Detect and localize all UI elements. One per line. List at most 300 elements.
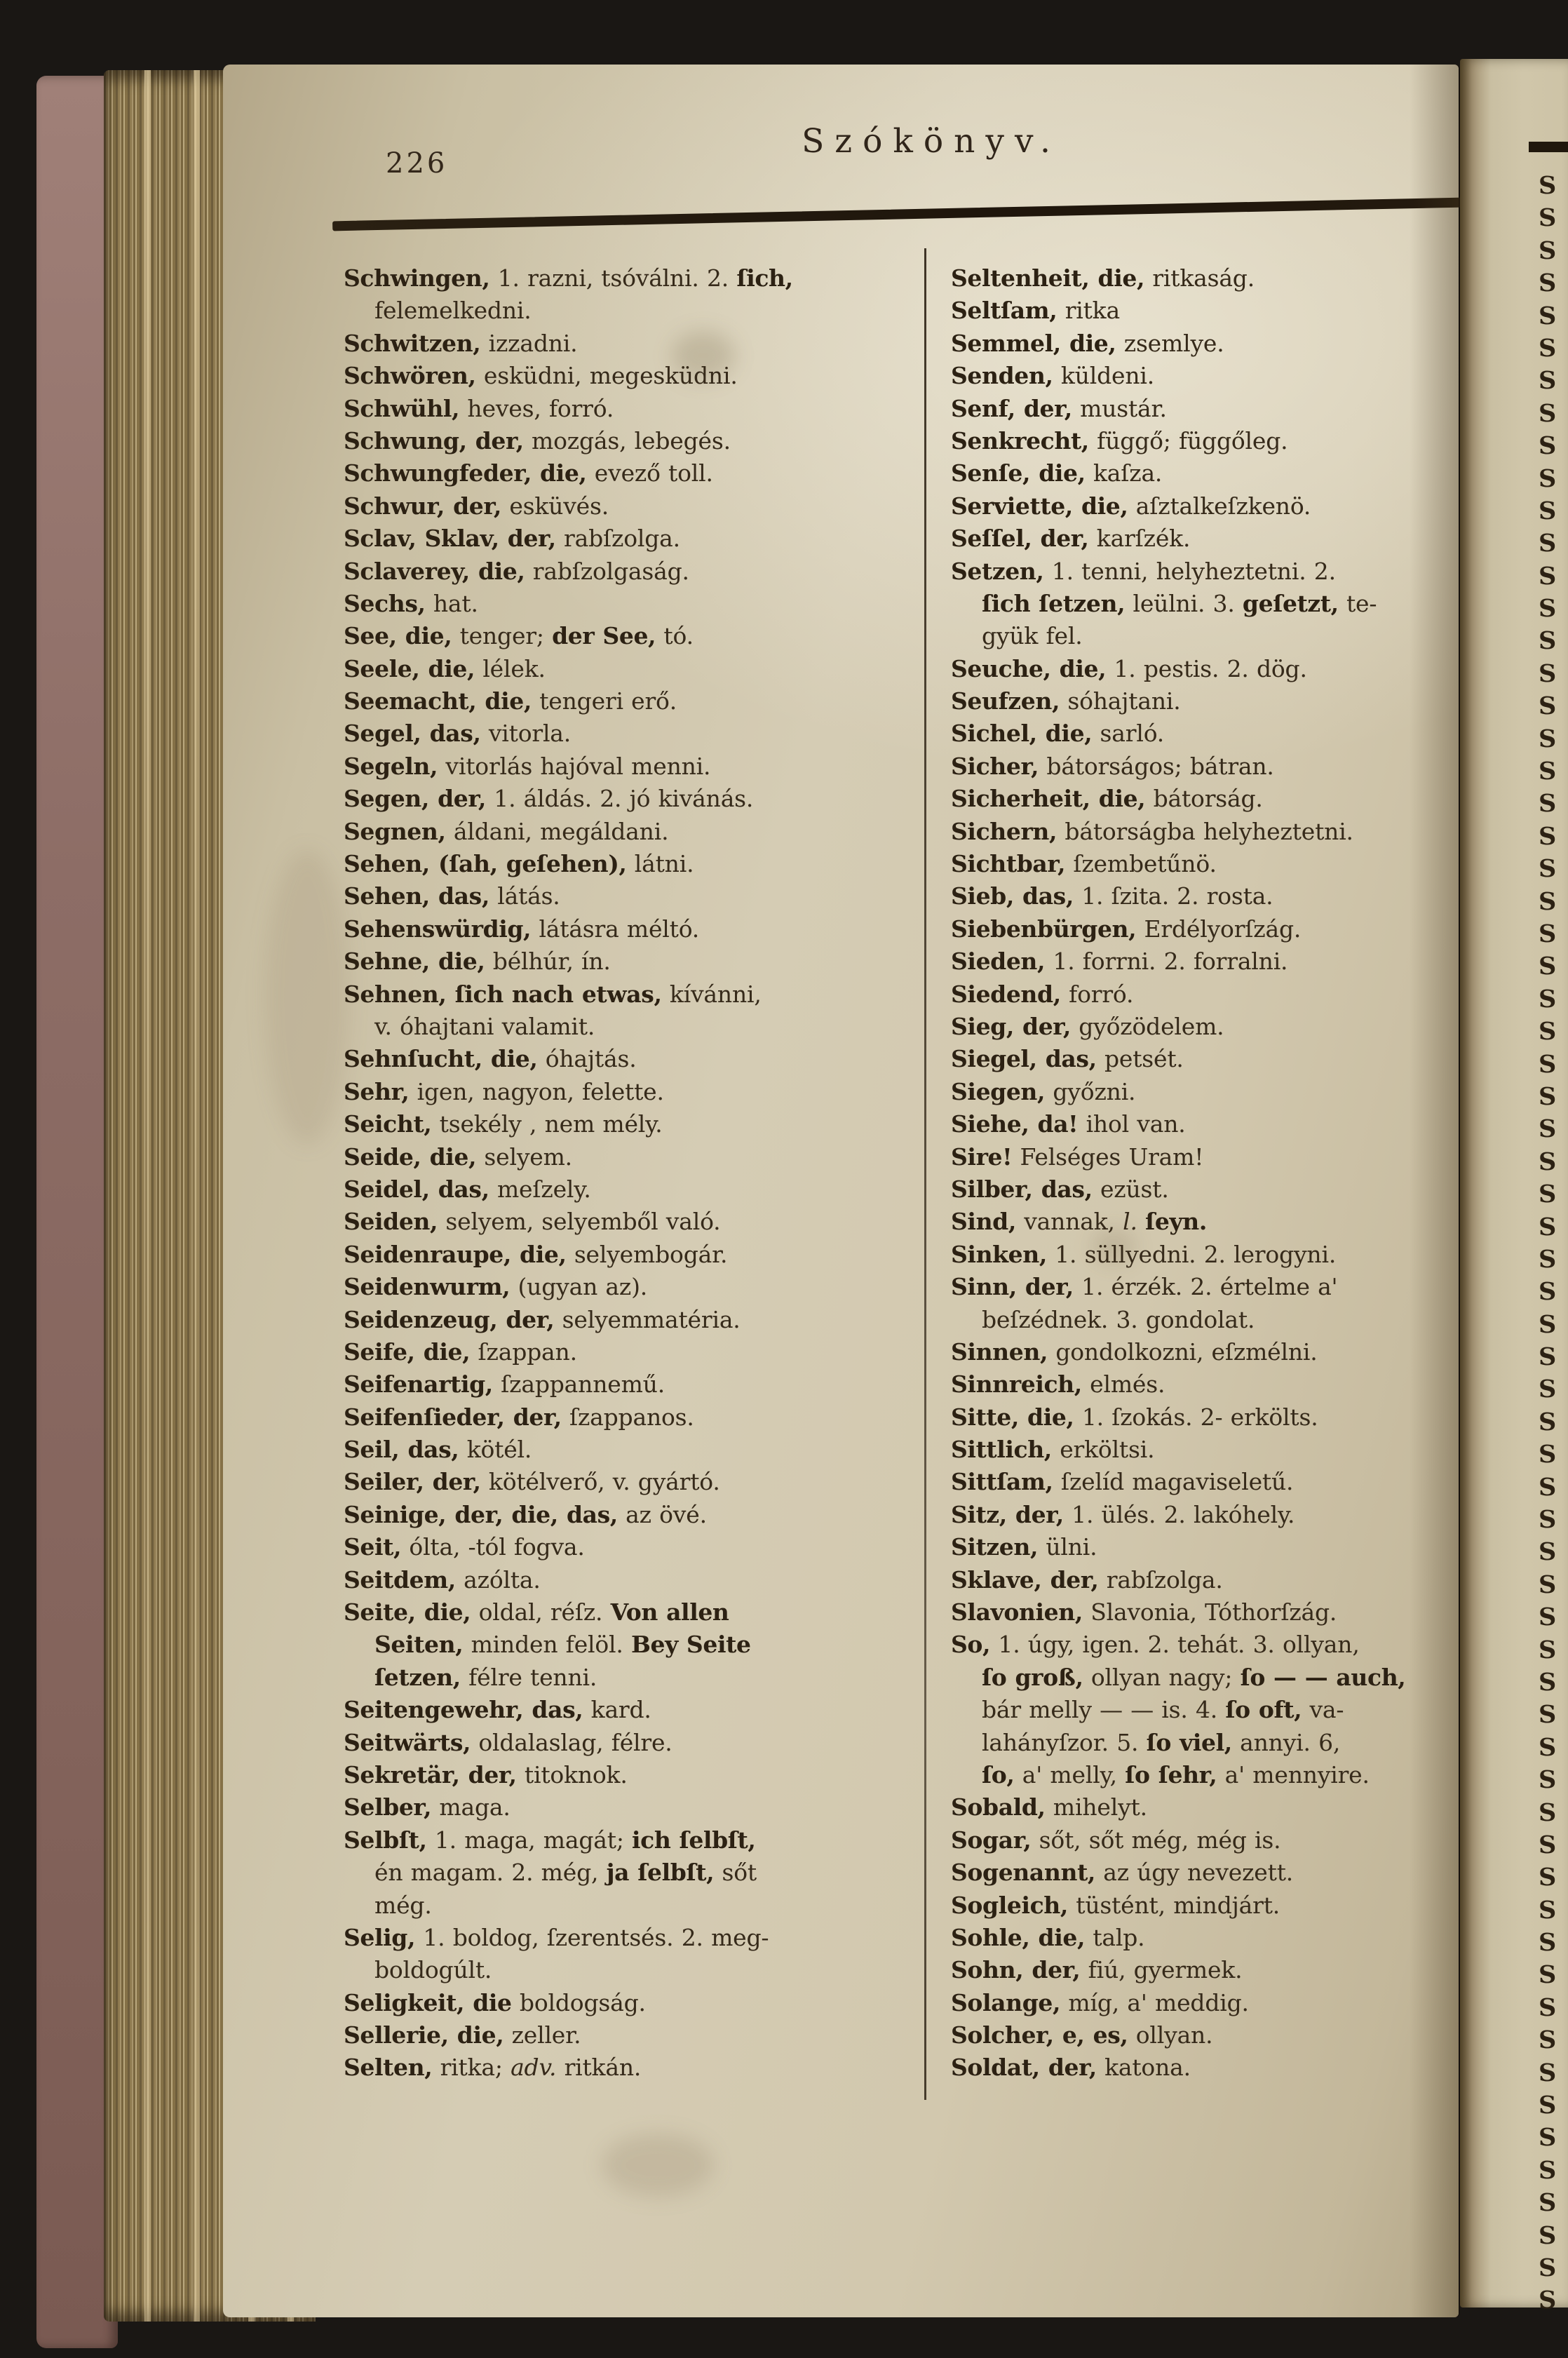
edge-letter: S — [1539, 1928, 1557, 1958]
german-headword: ſo ſehr, — [1125, 1760, 1217, 1788]
dictionary-line — [344, 685, 919, 717]
dictionary-line — [344, 262, 919, 295]
hungarian-text: sőt — [714, 1859, 757, 1887]
german-headword: ſetzen, — [374, 1663, 461, 1691]
german-headword: Sogleich, — [951, 1891, 1068, 1919]
german-headword: Schwur, der, — [344, 492, 502, 520]
hungarian-text: ülni. — [1038, 1533, 1097, 1561]
dictionary-line — [951, 2019, 1453, 2052]
german-headword: ſo oft, — [1225, 1696, 1302, 1724]
hungarian-text: 1. razni, tsóválni. 2. — [489, 264, 737, 292]
dictionary-line — [344, 1043, 919, 1075]
dictionary-line — [344, 1108, 919, 1140]
german-headword: Sitte, die, — [951, 1403, 1074, 1431]
dictionary-line — [344, 978, 919, 1011]
dictionary-line — [951, 1239, 1453, 1271]
german-headword: Seligkeit, die — [344, 1988, 512, 2016]
hungarian-text: annyi. 6, — [1231, 1728, 1341, 1756]
german-headword: Senſe, die, — [951, 459, 1086, 487]
dictionary-line — [951, 913, 1453, 945]
hungarian-text: igen, nagyon, felette. — [409, 1077, 664, 1105]
paper-stain — [602, 2134, 714, 2197]
dictionary-line — [951, 1499, 1453, 1531]
german-headword: ja ſelbſt, — [606, 1859, 715, 1887]
german-headword: Solange, — [951, 1988, 1061, 2016]
hungarian-text: kötél. — [459, 1436, 532, 1464]
hungarian-text: mihelyt. — [1045, 1793, 1147, 1821]
german-headword: Seite, die, — [344, 1598, 471, 1626]
hungarian-text: 1. ſzita. 2. rosta. — [1073, 882, 1273, 910]
dictionary-line — [344, 1824, 919, 1857]
german-headword: Selten, — [344, 2054, 433, 2082]
edge-letter: S — [1539, 854, 1557, 884]
hungarian-text: ritkán. — [556, 2054, 642, 2082]
hungarian-text: sarló. — [1092, 720, 1165, 748]
german-headword: Selber, — [344, 1793, 432, 1821]
dictionary-line — [951, 1368, 1453, 1401]
german-headword: Senden, — [951, 362, 1053, 390]
german-headword: Seife, die, — [344, 1338, 471, 1366]
edge-letter: S — [1539, 496, 1557, 525]
edge-letter: S — [1539, 594, 1557, 624]
hungarian-text: mustár. — [1072, 394, 1167, 422]
hungarian-text: lélek. — [475, 654, 546, 682]
hungarian-text: tsekély , nem mély. — [431, 1110, 663, 1138]
dictionary-line — [951, 783, 1453, 815]
dictionary-line — [951, 393, 1453, 425]
hungarian-text: heves, forró. — [459, 394, 614, 422]
hungarian-text: talp. — [1085, 1923, 1145, 1951]
dictionary-line — [951, 1108, 1453, 1140]
dictionary-line — [344, 588, 919, 620]
german-headword: Seitengewehr, das, — [344, 1696, 583, 1724]
german-headword: Silber, das, — [951, 1175, 1093, 1203]
dictionary-line — [951, 685, 1453, 717]
next-page-header-rule — [1529, 142, 1568, 152]
edge-letter: S — [1539, 1244, 1557, 1274]
edge-letter: S — [1539, 2188, 1557, 2218]
hungarian-text: minden felöl. — [463, 1631, 631, 1659]
dictionary-line — [951, 978, 1453, 1011]
dictionary-line — [344, 1954, 919, 1986]
dictionary-line — [344, 816, 919, 848]
edge-letter: S — [1539, 1635, 1557, 1664]
hungarian-text: boldogság. — [511, 1988, 646, 2016]
next-page-sliver — [1460, 59, 1568, 2315]
hungarian-text: ſzelíd magaviseletű. — [1053, 1468, 1294, 1496]
german-headword: Seifenſieder, der, — [344, 1403, 562, 1431]
edge-letter: S — [1539, 1732, 1557, 1762]
german-headword: Seidenzeug, der, — [344, 1305, 555, 1333]
hungarian-text: tüstént, mindjárt. — [1067, 1891, 1280, 1919]
edge-letter: S — [1539, 757, 1557, 786]
hungarian-text: győzni. — [1045, 1077, 1136, 1105]
german-headword: Bey Seite — [630, 1631, 751, 1659]
german-headword: Seitdem, — [344, 1565, 456, 1594]
dictionary-line — [344, 945, 919, 978]
dictionary-line — [951, 295, 1453, 327]
german-headword: Sittlich, — [951, 1436, 1052, 1464]
hungarian-text: kard. — [583, 1696, 651, 1724]
hungarian-text: esküdni, megesküdni. — [475, 362, 738, 390]
hungarian-text: 1. maga, magát; — [426, 1826, 633, 1854]
dictionary-line — [951, 1824, 1453, 1857]
german-headword: Selig, — [344, 1923, 416, 1951]
hungarian-text: 1. ſzokás. 2- erkölts. — [1074, 1403, 1318, 1431]
dictionary-line — [344, 1336, 919, 1368]
german-headword: Siegel, das, — [951, 1045, 1097, 1073]
hungarian-text: oldal, réſz. — [471, 1598, 611, 1626]
german-headword: Schwungfeder, die, — [344, 459, 587, 487]
edge-letter: S — [1539, 2155, 1557, 2185]
hungarian-text: selyem, selyemből való. — [438, 1208, 721, 1236]
german-headword: der See, — [552, 622, 656, 650]
dictionary-line — [951, 1596, 1453, 1629]
dictionary-line — [951, 1889, 1453, 1922]
hungarian-text: látás. — [489, 882, 560, 910]
german-headword: Sehne, die, — [344, 948, 485, 976]
page-number: 226 — [386, 147, 448, 180]
dictionary-line — [344, 1987, 919, 2019]
edge-letter: S — [1539, 2123, 1557, 2152]
dictionary-line — [951, 262, 1453, 295]
german-headword: Seil, das, — [344, 1436, 459, 1464]
german-headword: Serviette, die, — [951, 492, 1128, 520]
german-headword: Sieb, das, — [951, 882, 1074, 910]
hungarian-text: rabſzolgaság. — [525, 557, 689, 585]
dictionary-line — [344, 1271, 919, 1303]
german-headword: Sire! — [951, 1143, 1013, 1171]
german-headword: Senf, der, — [951, 394, 1072, 422]
dictionary-line — [951, 490, 1453, 523]
page-edge-streak — [194, 70, 200, 2322]
dictionary-line — [344, 490, 919, 523]
german-headword: Sclaverey, die, — [344, 557, 525, 585]
dictionary-line — [951, 1401, 1453, 1434]
hungarian-text: ollyan nagy; — [1083, 1663, 1241, 1691]
hungarian-text: ſzembetűnö. — [1065, 850, 1217, 878]
dictionary-line — [951, 1791, 1453, 1824]
dictionary-line — [951, 1043, 1453, 1075]
edge-letter: S — [1539, 2221, 1557, 2250]
edge-letter: S — [1539, 1993, 1557, 2022]
german-headword: Schwühl, — [344, 394, 460, 422]
german-headword: ſo groß, — [982, 1663, 1083, 1691]
hungarian-text: a' mennyire. — [1217, 1760, 1370, 1788]
hungarian-text: (ugyan az). — [510, 1273, 648, 1301]
german-headword: Seuche, die, — [951, 654, 1107, 682]
hungarian-text: oldalaslag, félre. — [471, 1728, 673, 1756]
dictionary-line — [951, 945, 1453, 978]
german-headword: Sogenannt, — [951, 1859, 1096, 1887]
german-headword: Sohle, die, — [951, 1923, 1086, 1951]
dictionary-line — [951, 1662, 1453, 1694]
hungarian-text: katona. — [1096, 2054, 1191, 2082]
hungarian-text: 1. boldog, ſzerentsés. 2. meg- — [415, 1923, 769, 1951]
dictionary-line — [951, 1531, 1453, 1563]
german-headword: Sogar, — [951, 1826, 1032, 1854]
dictionary-line — [344, 1727, 919, 1759]
hungarian-text: beſzédnek. 3. gondolat. — [982, 1305, 1255, 1333]
dictionary-line — [951, 1466, 1453, 1498]
edge-letter: S — [1539, 887, 1557, 916]
german-headword: Sichel, die, — [951, 720, 1093, 748]
german-headword: Sehnſucht, die, — [344, 1045, 538, 1073]
hungarian-text: Slavonia, Tóthorſzág. — [1082, 1598, 1337, 1626]
dictionary-line — [344, 1076, 919, 1108]
german-headword: Sichtbar, — [951, 850, 1066, 878]
edge-letter: S — [1539, 919, 1557, 948]
edge-letter: S — [1539, 984, 1557, 1013]
german-headword: geſetzt, — [1242, 589, 1339, 617]
hungarian-text: evező toll. — [586, 459, 713, 487]
dictionary-line — [951, 457, 1453, 490]
dictionary-line — [951, 1759, 1453, 1791]
edge-letter: S — [1539, 1180, 1557, 1209]
german-headword: Seifenartig, — [344, 1370, 493, 1399]
dictionary-line — [344, 1531, 919, 1563]
hungarian-text: ihol van. — [1078, 1110, 1186, 1138]
german-headword: Seide, die, — [344, 1143, 477, 1171]
hungarian-text: az övé. — [617, 1500, 707, 1528]
hungarian-text: ritka; — [432, 2054, 511, 2082]
dictionary-line — [951, 1857, 1453, 1889]
german-headword: Soldat, der, — [951, 2054, 1097, 2082]
edge-letter: S — [1539, 1342, 1557, 1372]
dictionary-line — [344, 848, 919, 880]
hungarian-text: ſzappannemű. — [492, 1370, 665, 1399]
dictionary-line — [951, 848, 1453, 880]
hungarian-text: Felséges Uram! — [1012, 1143, 1204, 1171]
hungarian-text: győzödelem. — [1070, 1012, 1224, 1040]
edge-letter: S — [1539, 1700, 1557, 1730]
german-headword: Schwung, der, — [344, 426, 524, 454]
german-headword: Seltenheit, die, — [951, 264, 1145, 292]
hungarian-text: aſztalkeſzkenö. — [1128, 492, 1311, 520]
german-headword: Solcher, e, es, — [951, 2021, 1128, 2049]
hungarian-text: ſzappanos. — [561, 1403, 694, 1431]
dictionary-line — [951, 1141, 1453, 1173]
edge-letter: S — [1539, 301, 1557, 330]
dictionary-line — [344, 425, 919, 457]
dictionary-line — [344, 1889, 919, 1922]
edge-letter: S — [1539, 1082, 1557, 1111]
german-headword: Sechs, — [344, 589, 426, 617]
dictionary-line — [951, 1336, 1453, 1368]
edge-letter: S — [1539, 1212, 1557, 1241]
dictionary-line — [951, 523, 1453, 555]
hungarian-text: 1. pestis. 2. dög. — [1106, 654, 1307, 682]
german-headword: Seidel, das, — [344, 1175, 489, 1203]
edge-letter: S — [1539, 464, 1557, 493]
column-divider — [924, 248, 926, 2100]
german-headword: Segeln, — [344, 752, 438, 780]
german-headword: Sittſam, — [951, 1468, 1053, 1496]
dictionary-line — [951, 1304, 1453, 1336]
dictionary-line — [344, 1694, 919, 1726]
edge-letter: S — [1539, 1505, 1557, 1535]
german-headword: Seitwärts, — [344, 1728, 471, 1756]
hungarian-text — [1137, 1208, 1145, 1235]
edge-letter: S — [1539, 431, 1557, 461]
edge-letter: S — [1539, 724, 1557, 753]
hungarian-text: 1. áldás. 2. jó kivánás. — [486, 785, 754, 813]
edge-letter: S — [1539, 1147, 1557, 1176]
hungarian-text: erköltsi. — [1051, 1436, 1155, 1464]
dictionary-line — [951, 620, 1453, 652]
hungarian-text: bátorságba helyheztetni. — [1057, 817, 1353, 845]
dictionary-line — [344, 1499, 919, 1531]
hungarian-text: zeller. — [503, 2021, 581, 2049]
german-headword: Sehnen, ſich nach etwas, — [344, 980, 662, 1008]
hungarian-text: maga. — [431, 1793, 511, 1821]
dictionary-line — [951, 1727, 1453, 1759]
edge-letter: S — [1539, 1798, 1557, 1827]
german-headword: Sind, — [951, 1208, 1016, 1236]
hungarian-text: ollyan. — [1128, 2021, 1213, 2049]
edge-letter: S — [1539, 2253, 1557, 2282]
german-headword: Siehe, da! — [951, 1110, 1079, 1138]
hungarian-text: selyemmatéria. — [554, 1305, 741, 1333]
dictionary-line — [344, 1401, 919, 1434]
german-headword: Sellerie, die, — [344, 2021, 504, 2049]
dictionary-line — [951, 1954, 1453, 1986]
hungarian-text: tenger; — [452, 622, 553, 650]
german-headword: Seinige, der, die, das, — [344, 1500, 618, 1528]
dictionary-line — [951, 588, 1453, 620]
hungarian-text: leülni. 3. — [1125, 589, 1243, 617]
dictionary-line — [951, 880, 1453, 912]
german-headword: Schwören, — [344, 362, 476, 390]
hungarian-text: 1. érzék. 2. értelme a' — [1073, 1273, 1338, 1301]
german-headword: Seele, die, — [344, 654, 475, 682]
german-headword: Sinn, der, — [951, 1273, 1074, 1301]
dictionary-line — [951, 1987, 1453, 2019]
edge-letter: S — [1539, 1375, 1557, 1404]
dictionary-line — [344, 620, 919, 652]
german-headword: Schwingen, — [344, 264, 490, 292]
german-headword: Seufzen, — [951, 687, 1060, 715]
dictionary-line — [344, 1206, 919, 1238]
dictionary-line — [344, 1434, 919, 1466]
hungarian-text: ritkaság. — [1144, 264, 1255, 292]
hungarian-text: selyem. — [476, 1143, 572, 1171]
dictionary-line — [344, 2052, 919, 2084]
hungarian-text: gondolkozni, eſzmélni. — [1048, 1338, 1318, 1366]
edge-letter: S — [1539, 398, 1557, 428]
hungarian-text: va- — [1302, 1696, 1344, 1724]
dictionary-line — [951, 1434, 1453, 1466]
hungarian-text: még. — [374, 1891, 432, 1919]
edge-letter: S — [1539, 236, 1557, 265]
edge-letter: S — [1539, 2091, 1557, 2120]
hungarian-text: ezüst. — [1092, 1175, 1169, 1203]
german-headword: Setzen, — [951, 557, 1044, 585]
german-headword: ſo viel, — [1146, 1728, 1232, 1756]
dictionary-line — [344, 457, 919, 490]
hungarian-text: zsemlye. — [1116, 329, 1224, 357]
german-headword: Seiler, der, — [344, 1468, 481, 1496]
german-headword: Seidenwurm, — [344, 1273, 511, 1301]
hungarian-text: áldani, megáldani. — [445, 817, 669, 845]
hungarian-text: rabſzolga. — [1098, 1565, 1223, 1594]
hungarian-text: felemelkedni. — [374, 297, 532, 325]
hungarian-text: ſzappan. — [470, 1338, 577, 1366]
dictionary-line — [344, 1629, 919, 1661]
hungarian-text: 1. ülés. 2. lakóhely. — [1063, 1500, 1295, 1528]
german-headword: Seiten, — [374, 1631, 464, 1659]
german-headword: Schwitzen, — [344, 329, 481, 357]
german-headword: ſo — — auch, — [1240, 1663, 1406, 1691]
right-column — [951, 262, 1453, 2084]
dictionary-line — [344, 1857, 919, 1889]
edge-letter: S — [1539, 171, 1557, 200]
german-headword: Senkrecht, — [951, 426, 1089, 454]
hungarian-text: 1. süllyedni. 2. lerogyni. — [1046, 1240, 1337, 1268]
dictionary-line — [344, 523, 919, 555]
german-headword: Siebenbürgen, — [951, 915, 1137, 943]
dictionary-line — [344, 1662, 919, 1694]
paper-stain — [265, 850, 349, 1145]
dictionary-line — [344, 1304, 919, 1336]
dictionary-line — [951, 816, 1453, 848]
german-headword: See, die, — [344, 622, 452, 650]
edge-letter: S — [1539, 1049, 1557, 1079]
hungarian-text: az úgy nevezett. — [1095, 1859, 1294, 1887]
edge-letter: S — [1539, 1537, 1557, 1567]
hungarian-text: sőt, sőt még, még is. — [1031, 1826, 1281, 1854]
dictionary-line — [951, 1271, 1453, 1303]
dictionary-line — [344, 750, 919, 783]
hungarian-text: látni. — [626, 850, 694, 878]
hungarian-text: ritka — [1057, 297, 1120, 325]
german-headword: So, — [951, 1631, 991, 1659]
hungarian-text: bélhúr, ín. — [485, 948, 611, 976]
edge-letter: S — [1539, 1472, 1557, 1502]
hungarian-text: vitorlás hajóval menni. — [438, 752, 711, 780]
dictionary-line — [344, 1759, 919, 1791]
dictionary-line — [344, 913, 919, 945]
hungarian-text: azólta. — [455, 1565, 541, 1594]
hungarian-text: a' melly, — [1014, 1760, 1126, 1788]
hungarian-text: bár melly — — is. 4. — [982, 1696, 1226, 1724]
hungarian-text: selyembogár. — [566, 1240, 728, 1268]
edge-letter: S — [1539, 1960, 1557, 1990]
dictionary-line — [951, 1173, 1453, 1206]
hungarian-text: petsét. — [1096, 1045, 1184, 1073]
edge-letter: S — [1539, 561, 1557, 591]
dictionary-line — [951, 1564, 1453, 1596]
german-headword: Sitz, der, — [951, 1500, 1064, 1528]
hungarian-text: függő; függőleg. — [1088, 426, 1288, 454]
edge-letter: S — [1539, 1570, 1557, 1599]
dictionary-line — [951, 717, 1453, 750]
german-headword: Segel, das, — [344, 720, 481, 748]
left-column — [344, 262, 919, 2084]
german-headword: Segnen, — [344, 817, 446, 845]
german-headword: Sitzen, — [951, 1533, 1039, 1561]
hungarian-text: fiú, gyermek. — [1080, 1956, 1243, 1984]
edge-letter: S — [1539, 1114, 1557, 1144]
german-headword: Siedend, — [951, 980, 1061, 1008]
hungarian-text: boldogúlt. — [374, 1956, 492, 1984]
german-headword: Sinnreich, — [951, 1370, 1082, 1399]
hungarian-text: forró. — [1060, 980, 1134, 1008]
hungarian-text: hat. — [425, 589, 478, 617]
german-headword: Slavonien, — [951, 1598, 1083, 1626]
dictionary-line — [344, 1173, 919, 1206]
page-header: Szókönyv. — [802, 122, 1061, 161]
